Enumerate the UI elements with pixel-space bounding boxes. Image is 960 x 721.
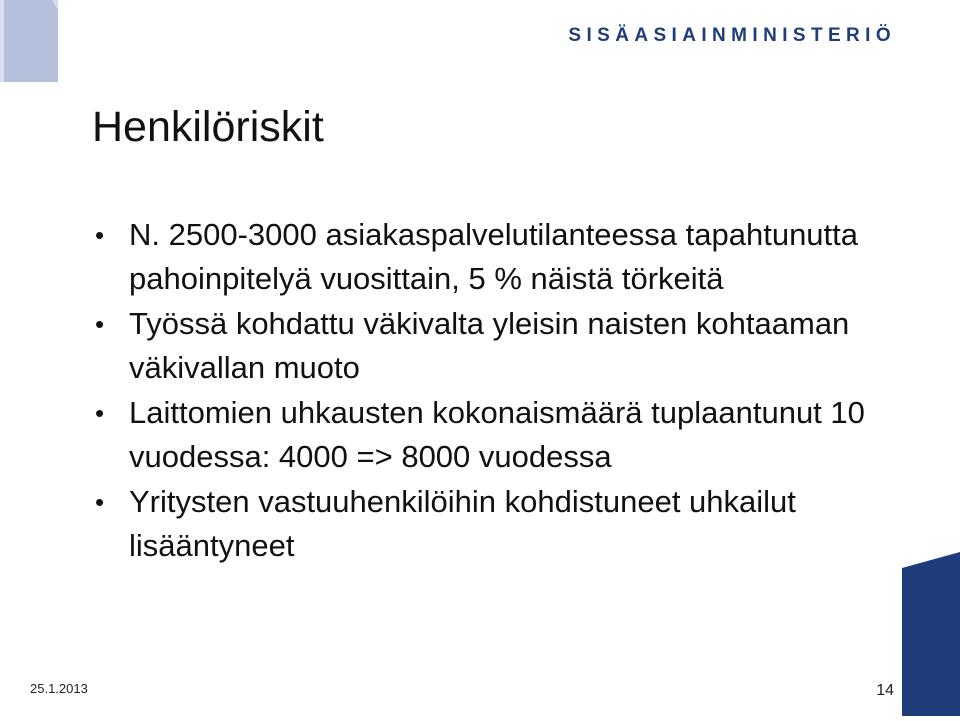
slide-title: Henkilöriskit (92, 103, 324, 151)
bullet-list (95, 213, 875, 569)
bullet-marker: • (95, 220, 105, 250)
bullet-text: Yritysten vastuuhenkilöihin kohdistuneet uhkailut lisääntyneet (129, 484, 796, 563)
bullet-item (95, 480, 875, 568)
bullet-marker: • (95, 309, 105, 339)
ministry-logo: SISÄASIAINMINISTERIÖ (568, 25, 896, 46)
bullet-marker: • (95, 487, 105, 517)
slide-date: 25.1.2013 (30, 681, 88, 696)
bullet-text: Laittomien uhkausten kokonaismäärä tuplaantunut 10 vuodessa: 4000 => 8000 vuodessa (129, 395, 865, 474)
bullet-text: N. 2500-3000 asiakaspalvelutilanteessa tapahtunutta pahoinpitelyä vuosittain, 5 % näistä törkeitä (129, 217, 859, 296)
bullet-item (95, 391, 875, 479)
bullet-text: Työssä kohdattu väkivalta yleisin naisten kohtaaman väkivallan muoto (129, 306, 850, 385)
bottom-right-corner-decoration (902, 552, 960, 716)
bullet-marker: • (95, 398, 105, 428)
bullet-item (95, 213, 875, 301)
bullet-item (95, 302, 875, 390)
page-number: 14 (876, 682, 894, 699)
top-left-corner-decoration (0, 0, 58, 82)
